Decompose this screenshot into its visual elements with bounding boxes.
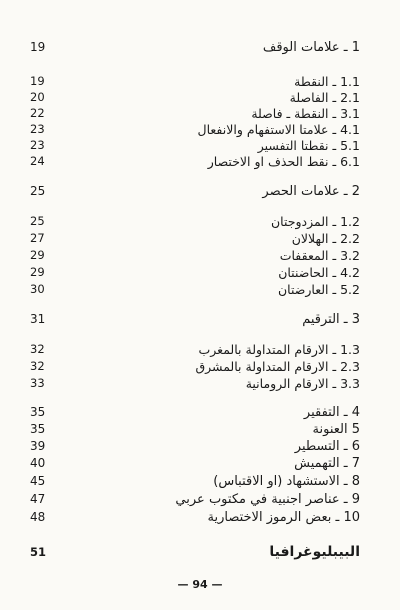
toc-entry — [30, 280, 360, 298]
toc-entry — [30, 403, 360, 421]
toc-page-number: 24 — [30, 154, 45, 168]
toc-page-number: 32 — [30, 359, 45, 373]
toc-page-number: 35 — [30, 422, 46, 436]
toc-entry — [30, 229, 360, 247]
toc-page-number: 27 — [30, 231, 45, 245]
toc-page-number: 30 — [30, 282, 45, 296]
toc-entry-title: 6 ـ التسطير — [294, 438, 360, 454]
toc-entry-title: 1.1 ـ النقطة — [294, 73, 360, 89]
toc-page-number: 45 — [30, 474, 46, 488]
toc-entry — [30, 246, 360, 264]
toc-entry-title: 7 ـ التهميش — [294, 455, 360, 471]
toc-page-number: 29 — [30, 265, 45, 279]
toc-page-number: 23 — [30, 122, 45, 136]
toc-entry-title: 3.1 ـ النقطة ـ فاصلة — [251, 105, 360, 121]
toc-page-number: 22 — [30, 106, 45, 120]
toc-entry — [30, 38, 360, 56]
toc-entry-title: 4.1 ـ علامتا الاستفهام والانفعال — [197, 121, 360, 137]
toc-page-number: 51 — [30, 545, 47, 559]
toc-entry-title: 2.3 ـ الارقام المتداولة بالمشرق — [195, 358, 360, 374]
toc-page-number: 20 — [30, 90, 45, 104]
toc-entry — [30, 454, 360, 472]
toc-entry-title: 2.1 ـ الفاصلة — [289, 89, 360, 105]
toc-page-number: 31 — [30, 312, 46, 326]
toc-page-number: 39 — [30, 439, 46, 453]
toc-entry-title: 4.2 ـ الحاضنتان — [278, 264, 360, 280]
toc-entry-title: 3 ـ الترقيم — [302, 311, 360, 327]
toc-entry-title: 4 ـ التفقير — [303, 404, 360, 420]
toc-page-number: 25 — [30, 214, 45, 228]
toc-page-number: 48 — [30, 510, 46, 524]
toc-entry — [30, 472, 360, 490]
toc-entry-title: 3.3 ـ الارقام الرومانية — [245, 375, 360, 391]
toc-entry-title: 5.1 ـ نقطتا التفسير — [257, 137, 360, 153]
toc-entry-title: 5 العنونة — [312, 421, 360, 437]
toc-entry-title: 1.3 ـ الارقام المتداولة بالمغرب — [198, 341, 360, 357]
toc-entry-title: البيبليوغرافيا — [269, 544, 360, 560]
toc-entry-title: 10 ـ بعض الرموز الاختصارية — [207, 509, 360, 525]
toc-entry — [30, 357, 360, 375]
toc-page-number: 29 — [30, 248, 45, 262]
toc-entry — [30, 490, 360, 508]
toc-entry-title: 8 ـ الاستشهاد (او الاقتباس) — [213, 473, 360, 489]
toc-entry — [30, 182, 360, 200]
toc-page-number: 40 — [30, 456, 46, 470]
toc-entry-title: 2.2 ـ الهلالان — [291, 230, 360, 246]
toc-page-number: 25 — [30, 184, 46, 198]
toc-entry-title: 5.2 ـ العارضتان — [277, 281, 360, 297]
page-footer-number: — 94 — — [177, 578, 223, 591]
toc-entry-title: 1.2 ـ المزدوجتان — [271, 213, 360, 229]
toc-entry — [30, 263, 360, 281]
toc-entry — [30, 420, 360, 438]
toc-entry — [30, 374, 360, 392]
toc-entry-title: 2 ـ علامات الحصر — [262, 183, 360, 199]
toc-entry — [30, 310, 360, 328]
toc-page-number: 47 — [30, 492, 46, 506]
toc-entry-title: 3.2 ـ المعقفات — [279, 247, 360, 263]
toc-entry — [30, 437, 360, 455]
toc-entry — [30, 212, 360, 230]
toc-page-number: 19 — [30, 40, 46, 54]
toc-page-number: 23 — [30, 138, 45, 152]
toc-entry-title: 9 ـ عناصر اجنبية في مكتوب عربي — [175, 491, 360, 507]
toc-entry — [30, 543, 360, 561]
toc-page-number: 35 — [30, 405, 46, 419]
toc-entry-title: 6.1 ـ نقط الحذف او الاختصار — [207, 153, 360, 169]
toc-entry — [30, 340, 360, 358]
toc-entry-title: 1 ـ علامات الوقف — [262, 39, 360, 55]
toc-page-number: 19 — [30, 74, 45, 88]
toc-page-number: 32 — [30, 342, 45, 356]
toc-entry — [30, 152, 360, 170]
toc-entry — [30, 508, 360, 526]
toc-page-number: 33 — [30, 376, 45, 390]
